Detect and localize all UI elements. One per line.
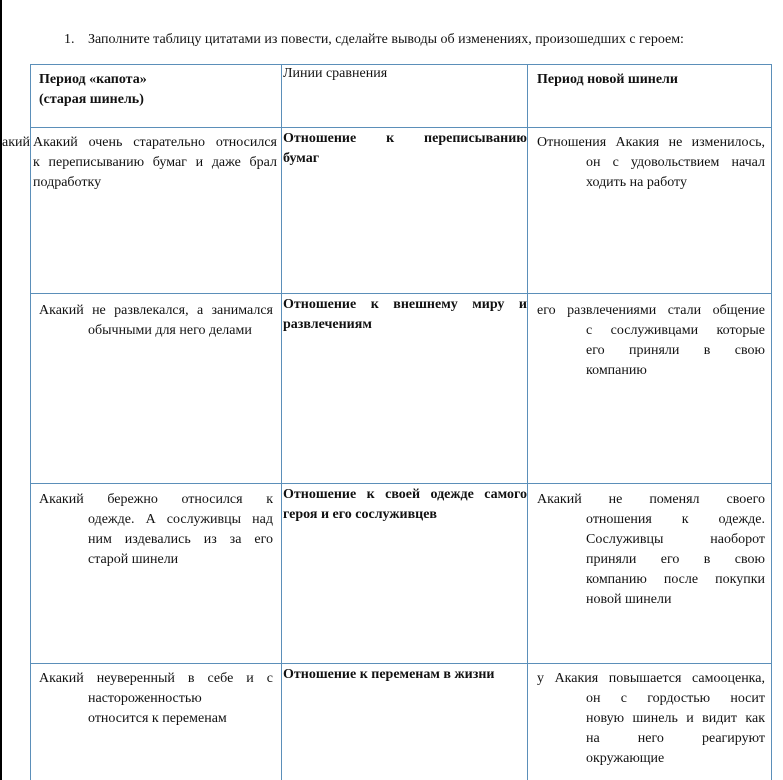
cell-line: ним издевались из за его	[88, 532, 273, 547]
cell-line: Сослуживцы наоборот	[586, 532, 765, 547]
cell-line: компанию после покупки	[586, 572, 765, 587]
cell-line: на него реагируют	[586, 731, 765, 746]
cell-line: Отношение к своей одежде самого	[283, 487, 527, 502]
row-1-old-period	[33, 133, 277, 193]
cell-line: Акакий неуверенный в себе и с	[39, 671, 273, 686]
comparison-table	[30, 64, 772, 780]
cell-line: с сослуживцами которые	[586, 323, 765, 338]
table-row-divider	[30, 293, 772, 294]
cell-line: Акакий очень старательно относился	[33, 135, 277, 150]
row-4-old-period	[39, 669, 273, 729]
cell-line: Отношение к внешнему миру и	[283, 297, 527, 312]
table-column-divider	[281, 64, 282, 780]
table-border-right	[771, 64, 772, 780]
cell-line: относится к переменам	[88, 711, 227, 726]
header-old-coat-subtitle: (старая шинель)	[39, 92, 144, 107]
cell-line: к переписыванию бумаг и даже брал	[33, 155, 277, 170]
cell-line: Акакий бережно относился к	[39, 492, 273, 507]
cell-line: он с удовольствием начал	[586, 155, 765, 170]
cell-line: у Акакия повышается самооценка,	[537, 671, 765, 686]
table-border-left	[30, 64, 31, 780]
header-new-coat: Период новой шинели	[537, 72, 678, 87]
clipped-text-fragment: акий	[2, 135, 30, 150]
cell-line: Отношение к переменам в жизни	[283, 667, 495, 682]
table-row-divider	[30, 127, 772, 128]
table-column-divider	[527, 64, 528, 780]
row-4-comparison	[283, 665, 527, 685]
row-1-comparison	[283, 129, 527, 169]
cell-line: настороженностью	[88, 691, 202, 706]
cell-line: развлечениям	[283, 317, 372, 332]
cell-line: окружающие	[586, 751, 665, 766]
cell-line: подработку	[33, 175, 102, 190]
table-row-divider	[30, 663, 772, 664]
cell-line: новую шинель и видит как	[586, 711, 765, 726]
cell-line: бумаг	[283, 151, 320, 166]
task-instruction	[64, 30, 684, 50]
table-row-divider	[30, 483, 772, 484]
cell-line: отношения к одежде.	[586, 512, 765, 527]
cell-line: его развлечениями стали общение	[537, 303, 765, 318]
task-number: 1.	[64, 32, 75, 47]
cell-line: старой шинели	[88, 552, 179, 567]
cell-line: приняли его в свою	[586, 552, 765, 567]
cell-line: Отношения Акакия не изменилось,	[537, 135, 765, 150]
cell-line: он с гордостью носит	[586, 691, 765, 706]
header-comparison-lines: Линии сравнения	[283, 66, 388, 81]
cell-line: ходить на работу	[586, 175, 687, 190]
row-2-comparison	[283, 295, 527, 335]
header-old-coat-title: Период «капота»	[39, 72, 147, 87]
row-2-new-period	[537, 301, 765, 381]
row-4-new-period	[537, 669, 765, 769]
page-left-border	[0, 0, 2, 780]
row-1-new-period	[537, 133, 765, 193]
cell-line: Акакий не развлекался, а занимался	[39, 303, 273, 318]
cell-line: новой шинели	[586, 592, 672, 607]
row-2-old-period	[39, 301, 273, 341]
task-text: Заполните таблицу цитатами из повести, сделайте выводы об изменениях, произошедших с героем:	[88, 32, 684, 47]
row-3-comparison	[283, 485, 527, 525]
cell-line: Акакий не поменял своего	[537, 492, 765, 507]
cell-line: Отношение к переписыванию	[283, 131, 527, 146]
cell-line: компанию	[586, 363, 647, 378]
row-3-old-period	[39, 490, 273, 570]
cell-line: героя и его сослуживцев	[283, 507, 437, 522]
cell-line: одежде. А сослуживцы над	[88, 512, 273, 527]
cell-line: его приняли в свою	[586, 343, 765, 358]
row-3-new-period	[537, 490, 765, 610]
header-old-coat	[39, 70, 279, 110]
cell-line: обычными для него делами	[88, 323, 252, 338]
